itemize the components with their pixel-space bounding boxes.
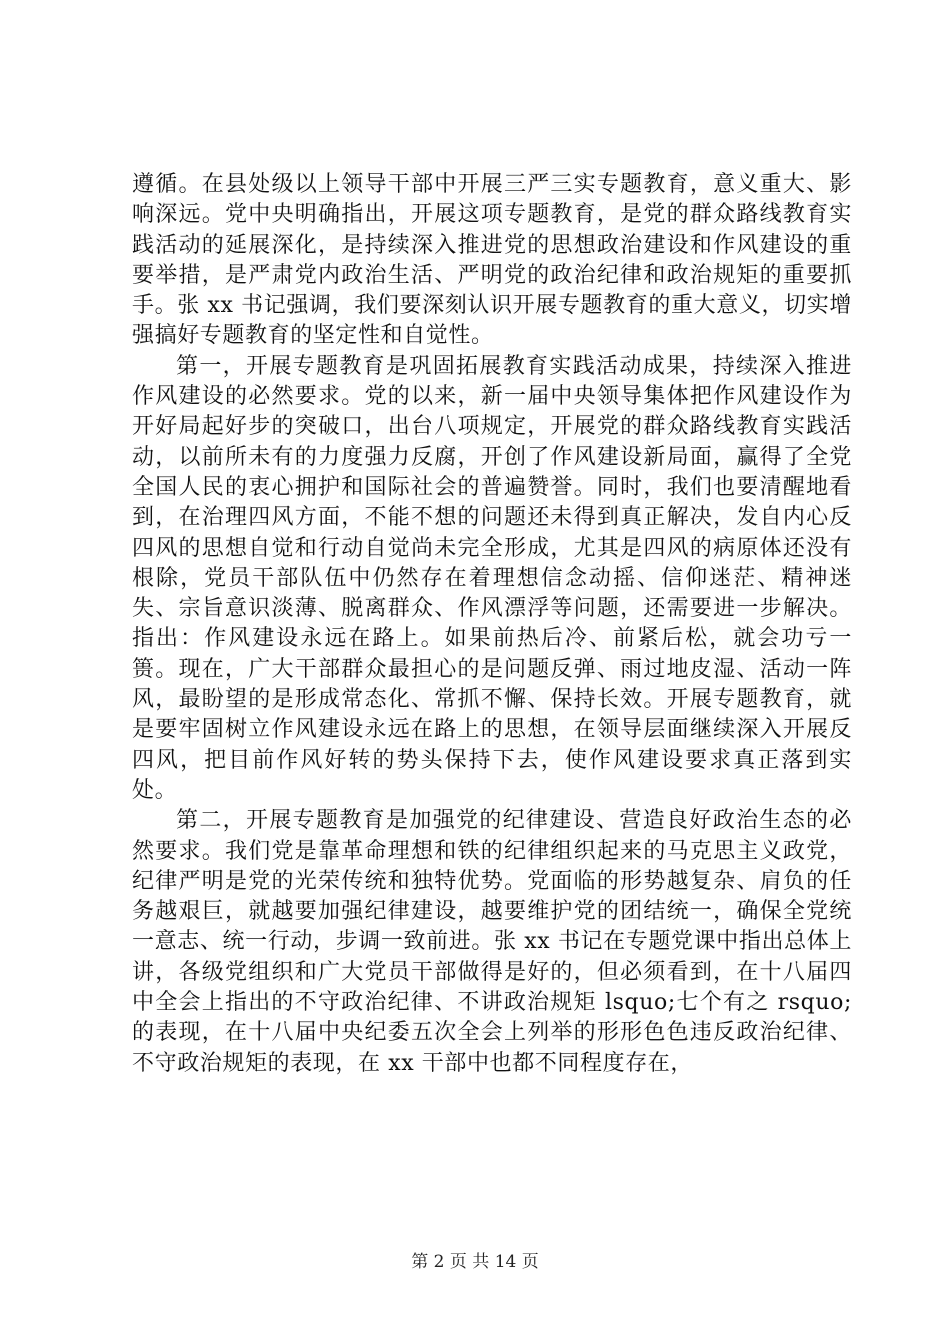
document-body: [132, 170, 852, 1079]
page-footer: 第 2 页 共 14 页: [411, 1252, 539, 1272]
paragraph-first-point: 第一，开展专题教育是巩固拓展教育实践活动成果，持续深入推进作风建设的必然要求。党的以来，新一届中央领导集体把作风建设作为开好局起好步的突破口，出台八项规定，开展党的群众路线教育实践活动，以前所未有的力度强力反腐，开创了作风建设新局面，赢得了全党全国人民的衷心拥护和国际社会的普遍赞誉。同时，我们也要清醒地看到，在治理四风方面，不能不想的问题还未得到真正解决，发自内心反四风的思想自觉和行动自觉尚未完全形成，尤其是四风的病原体还没有根除，党员干部队伍中仍然存在着理想信念动摇、信仰迷茫、精神迷失、宗旨意识淡薄、脱离群众、作风漂浮等问题，还需要进一步解决。指出：作风建设永远在路上。如果前热后冷、前紧后松，就会功亏一篑。现在，广大干部群众最担心的是问题反弹、雨过地皮湿、活动一阵风，最盼望的是形成常态化、常抓不懈、保持长效。开展专题教育，就是要牢固树立作风建设永远在路上的思想，在领导层面继续深入开展反四风，把目前作风好转的势头保持下去，使作风建设要求真正落到实处。: [132, 353, 852, 803]
paragraph-continuation: 遵循。在县处级以上领导干部中开展三严三实专题教育，意义重大、影响深远。党中央明确指出，开展这项专题教育，是党的群众路线教育实践活动的延展深化，是持续深入推进党的思想政治建设和作风建设的重要举措，是严肃党内政治生活、严明党的政治纪律和政治规矩的重要抓手。张 xx 书记强调，我们要深刻认识开展专题教育的重大意义，切实增强搞好专题教育的坚定性和自觉性。: [132, 172, 852, 349]
paragraph-second-point: 第二，开展专题教育是加强党的纪律建设、营造良好政治生态的必然要求。我们党是靠革命理想和铁的纪律组织起来的马克思主义政党，纪律严明是党的光荣传统和独特优势。党面临的形势越复杂、肩负的任务越艰巨，就越要加强纪律建设，越要维护党的团结统一，确保全党统一意志、统一行动，步调一致前进。张 xx 书记在专题党课中指出总体上讲，各级党组织和广大党员干部做得是好的，但必须看到，在十八届四中全会上指出的不守政治纪律、不讲政治规矩 lsquo;七个有之 rsquo;的表现，在十八届中央纪委五次全会上列举的形形色色违反政治纪律、不守政治规矩的表现，在 xx 干部中也都不同程度存在，: [132, 808, 852, 1076]
